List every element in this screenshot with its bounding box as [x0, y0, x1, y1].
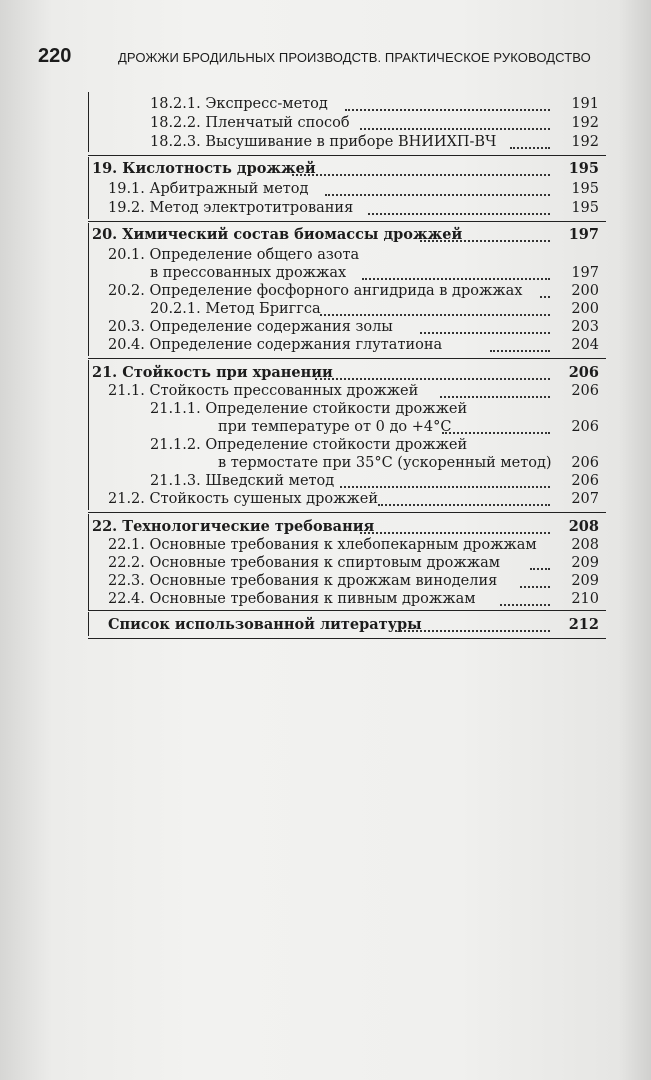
- dot-leader: [520, 586, 550, 588]
- dot-leader: [362, 278, 550, 280]
- toc-entry-title: 22.1. Основные требования к хлебопекарным дрожжам: [108, 537, 537, 553]
- dot-leader: [315, 378, 550, 380]
- dot-leader: [420, 332, 550, 334]
- toc-entry-title: 18.2.2. Пленчатый способ: [150, 115, 350, 131]
- toc-entry-page: 206: [568, 364, 599, 381]
- dot-leader: [420, 240, 550, 242]
- toc-entry-title: 21.1.1. Определение стойкости дрожжей: [150, 401, 468, 417]
- dot-leader: [325, 194, 550, 196]
- toc-entry[interactable]: [0, 382, 651, 400]
- toc-section[interactable]: [0, 518, 651, 536]
- toc-entry[interactable]: [0, 336, 651, 354]
- dot-leader: [378, 504, 550, 506]
- toc-entry[interactable]: [0, 418, 651, 436]
- toc-entry[interactable]: [0, 246, 651, 264]
- toc-entry[interactable]: [0, 454, 651, 472]
- dot-leader: [292, 174, 550, 176]
- toc-entry-page: 197: [571, 265, 599, 281]
- section-divider: [88, 512, 606, 513]
- toc-entry-page: 195: [568, 160, 599, 177]
- section-divider: [88, 638, 606, 639]
- section-divider: [88, 221, 606, 222]
- toc-entry[interactable]: [0, 436, 651, 454]
- toc-entry-title: 18.2.3. Высушивание в приборе ВНИИХП-ВЧ: [150, 134, 497, 150]
- toc-entry[interactable]: [0, 490, 651, 508]
- dot-leader: [490, 350, 550, 352]
- toc-entry[interactable]: [0, 472, 651, 490]
- toc-entry-title: в термостате при 35°С (ускоренный метод): [218, 455, 552, 471]
- section-bracket: [88, 92, 89, 152]
- toc-entry-title: 19.1. Арбитражный метод: [108, 181, 309, 197]
- toc-entry-title: 21. Стойкость при хранении: [92, 364, 333, 381]
- toc-entry-page: 212: [568, 616, 599, 633]
- dot-leader: [360, 128, 550, 130]
- toc-entry-page: 192: [571, 115, 599, 131]
- toc-entry-page: 195: [571, 200, 599, 216]
- toc-entry-title: 22.2. Основные требования к спиртовым дрожжам: [108, 555, 500, 571]
- toc-entry[interactable]: [0, 300, 651, 318]
- section-bracket: [88, 514, 89, 610]
- toc-entry[interactable]: [0, 282, 651, 300]
- toc-entry[interactable]: [0, 554, 651, 572]
- toc-entry-title: 22. Технологические требования: [92, 518, 375, 535]
- dot-leader: [530, 568, 550, 570]
- section-bracket: [88, 612, 89, 636]
- dot-leader: [360, 532, 550, 534]
- toc-entry-page: 197: [568, 226, 599, 243]
- dot-leader: [500, 604, 550, 606]
- toc-entry-page: 192: [571, 134, 599, 150]
- toc-entry-page: 195: [571, 181, 599, 197]
- toc-entry-page: 206: [571, 419, 599, 435]
- toc-entry-title: 21.1. Стойкость прессованных дрожжей: [108, 383, 419, 399]
- toc-section[interactable]: [0, 160, 651, 178]
- toc-entry-page: 200: [571, 301, 599, 317]
- dot-leader: [368, 213, 550, 215]
- toc-entry-title: 21.2. Стойкость сушеных дрожжей: [108, 491, 379, 507]
- toc-entry-page: 204: [571, 337, 599, 353]
- dot-leader: [345, 109, 550, 111]
- toc-entry[interactable]: [0, 264, 651, 282]
- toc-entry-title: 20.2.1. Метод Бриггса: [150, 301, 321, 317]
- toc-entry-title: 20.4. Определение содержания глутатиона: [108, 337, 443, 353]
- toc-entry-page: 208: [568, 518, 599, 535]
- section-bracket: [88, 360, 89, 510]
- toc-entry[interactable]: [0, 400, 651, 418]
- toc-entry-page: 206: [571, 473, 599, 489]
- toc-entry-title: 22.4. Основные требования к пивным дрожжам: [108, 591, 476, 607]
- toc-entry-page: 209: [571, 573, 599, 589]
- toc-entry-page: 208: [571, 537, 599, 553]
- toc-entry-title: 20.3. Определение содержания золы: [108, 319, 393, 335]
- toc-entry[interactable]: [0, 318, 651, 336]
- section-divider: [88, 358, 606, 359]
- dot-leader: [440, 396, 550, 398]
- section-divider: [88, 610, 606, 611]
- toc-entry-title: 19.2. Метод электротитрования: [108, 200, 354, 216]
- dot-leader: [540, 296, 550, 298]
- dot-leader: [442, 432, 550, 434]
- toc-entry-title: 21.1.3. Шведский метод: [150, 473, 335, 489]
- toc-entry-page: 207: [571, 491, 599, 507]
- dot-leader: [395, 630, 550, 632]
- section-bracket: [88, 157, 89, 219]
- toc-entry-page: 191: [571, 96, 599, 112]
- toc-entry[interactable]: [0, 114, 651, 132]
- section-divider: [88, 155, 606, 156]
- toc-entry[interactable]: [0, 95, 651, 113]
- toc-entry-page: 206: [571, 455, 599, 471]
- dot-leader: [340, 486, 550, 488]
- toc-section[interactable]: [0, 364, 651, 382]
- toc-entry[interactable]: [0, 199, 651, 217]
- toc-entry-title: 22.3. Основные требования к дрожжам виноделия: [108, 573, 498, 589]
- toc-entry-title: 18.2.1. Экспресс-метод: [150, 96, 328, 112]
- page-number: 220: [38, 45, 72, 67]
- dot-leader: [320, 314, 550, 316]
- toc-entry-title: 20. Химический состав биомассы дрожжей: [92, 226, 463, 243]
- toc-entry-title: в прессованных дрожжах: [150, 265, 347, 281]
- toc-entry-title: 19. Кислотность дрожжей: [92, 160, 316, 177]
- toc-entry[interactable]: [0, 536, 651, 554]
- dot-leader: [510, 147, 550, 149]
- toc-entry-page: 203: [571, 319, 599, 335]
- toc-entry-title: Список использованной литературы: [108, 616, 422, 633]
- toc-entry-title: 21.1.2. Определение стойкости дрожжей: [150, 437, 468, 453]
- toc-section[interactable]: [0, 226, 651, 244]
- running-title: ДРОЖЖИ БРОДИЛЬНЫХ ПРОИЗВОДСТВ. ПРАКТИЧЕСКОЕ РУКОВОДСТВО: [118, 50, 591, 65]
- section-bracket: [88, 223, 89, 356]
- toc-entry-page: 209: [571, 555, 599, 571]
- toc-entry-page: 206: [571, 383, 599, 399]
- toc-entry-page: 200: [571, 283, 599, 299]
- toc-entry-title: 20.1. Определение общего азота: [108, 247, 360, 263]
- toc-entry-title: 20.2. Определение фосфорного ангидрида в дрожжах: [108, 283, 523, 299]
- toc-entry-title: при температуре от 0 до +4°С: [218, 419, 452, 435]
- toc-section[interactable]: [0, 616, 651, 634]
- toc-entry[interactable]: [0, 572, 651, 590]
- toc-entry-page: 210: [571, 591, 599, 607]
- toc-entry[interactable]: [0, 180, 651, 198]
- toc-entry[interactable]: [0, 133, 651, 151]
- toc-entry[interactable]: [0, 590, 651, 608]
